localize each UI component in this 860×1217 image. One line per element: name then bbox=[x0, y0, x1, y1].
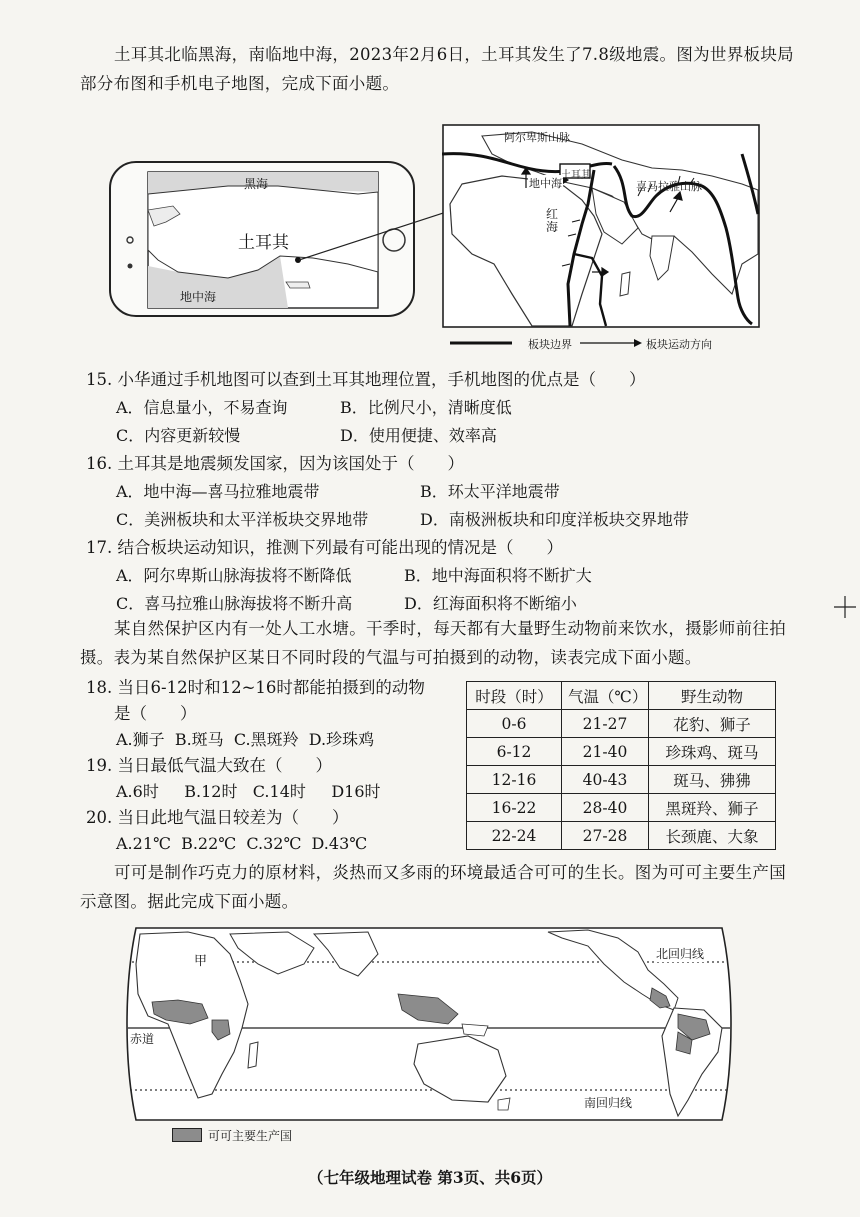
table-row bbox=[467, 710, 776, 738]
table-cell: 16-22 bbox=[467, 794, 562, 822]
legend-swatch bbox=[172, 1128, 202, 1142]
question-number: 19. bbox=[86, 756, 113, 775]
intro-paragraph-1: 土耳其北临黑海，南临地中海，2023年2月6日，土耳其发生了7.8级地震。图为世界板块局部分布图和手机电子地图，完成下面小题。 bbox=[80, 45, 794, 93]
q16-option-d: D．南极洲板块和印度洋板块交界地带 bbox=[420, 510, 689, 529]
legend-plate-direction: 板块运动方向 bbox=[646, 338, 712, 351]
question-number: 20. bbox=[86, 808, 113, 827]
label-himalaya: 喜马拉雅山脉 bbox=[636, 180, 702, 193]
label-tropic-of-cancer: 北回归线 bbox=[656, 947, 705, 961]
q18-option-b: B.斑马 bbox=[174, 730, 224, 749]
label-mediterranean-plate: 地中海 bbox=[529, 177, 562, 190]
label-alps: 阿尔卑斯山脉 bbox=[504, 131, 570, 144]
table-cell: 0-6 bbox=[467, 710, 562, 738]
intro-paragraph-2: 某自然保护区内有一处人工水塘。干季时，每天都有大量野生动物前来饮水，摄影师前往拍摄。表为某自然保护区某日不同时段的气温与可拍摄到的动物，读表完成下面小题。 bbox=[80, 619, 786, 667]
question-stem: 当日此地气温日较差为（ ） bbox=[117, 808, 349, 827]
legend-cocoa-producers: 可可主要生产国 bbox=[208, 1129, 293, 1143]
q17-option-a: A．阿尔卑斯山脉海拔将不断降低 bbox=[116, 566, 352, 585]
table-header-row bbox=[467, 682, 776, 710]
question-stem: 当日最低气温大致在（ ） bbox=[117, 756, 332, 775]
q18-options bbox=[116, 726, 374, 754]
table-row bbox=[467, 794, 776, 822]
label-black-sea: 黑海 bbox=[244, 177, 269, 191]
question-stem: 土耳其是地震频发国家，因为该国处于（ ） bbox=[117, 454, 464, 473]
table-row bbox=[467, 738, 776, 766]
question-number: 16. bbox=[86, 454, 113, 473]
q15-option-a: A．信息量小，不易查询 bbox=[116, 398, 288, 417]
table-header-cell: 野生动物 bbox=[649, 682, 776, 710]
intro-paragraph-3: 可可是制作巧克力的原材料，炎热而又多雨的环境最适合可可的生长。图为可可主要生产国示意图。据此完成下面小题。 bbox=[80, 863, 786, 911]
q17-option-d: D．红海面积将不断缩小 bbox=[404, 594, 577, 613]
q20-options bbox=[116, 830, 367, 858]
table-cell: 花豹、狮子 bbox=[649, 710, 776, 738]
question-17 bbox=[86, 534, 563, 562]
table-cell: 21-27 bbox=[562, 710, 649, 738]
label-turkey-plate: 土耳其 bbox=[561, 170, 591, 181]
q19-options bbox=[116, 778, 381, 806]
q19-option-d: D16时 bbox=[331, 782, 381, 801]
q20-option-a: A.21℃ bbox=[116, 834, 171, 853]
label-tropic-of-capricorn: 南回归线 bbox=[584, 1096, 633, 1110]
q19-option-a: A.6时 bbox=[116, 782, 159, 801]
plate-boundary-map bbox=[442, 124, 760, 328]
table-cell: 6-12 bbox=[467, 738, 562, 766]
question-20 bbox=[86, 804, 349, 832]
q20-option-d: D.43℃ bbox=[311, 834, 368, 853]
question-number: 15. bbox=[86, 370, 113, 389]
table-cell: 珍珠鸡、斑马 bbox=[649, 738, 776, 766]
question-number: 17. bbox=[86, 538, 113, 557]
q15-option-d: D．使用便捷、效率高 bbox=[340, 426, 497, 445]
table-cell: 黑斑羚、狮子 bbox=[649, 794, 776, 822]
registration-cross-mark bbox=[834, 596, 856, 618]
question-19 bbox=[86, 752, 332, 780]
temperature-animal-table bbox=[466, 681, 776, 850]
q15-option-b: B．比例尺小，清晰度低 bbox=[340, 398, 512, 417]
table-cell: 40-43 bbox=[562, 766, 649, 794]
table-cell: 21-40 bbox=[562, 738, 649, 766]
label-jia: 甲 bbox=[194, 954, 208, 969]
question-16 bbox=[86, 450, 464, 478]
q18-option-a: A.狮子 bbox=[116, 730, 165, 749]
table-cell: 28-40 bbox=[562, 794, 649, 822]
label-red-sea: 红海 bbox=[546, 207, 559, 234]
question-stem: 结合板块运动知识，推测下列最有可能出现的情况是（ ） bbox=[117, 538, 563, 557]
cocoa-world-map bbox=[118, 924, 740, 1122]
table-cell: 27-28 bbox=[562, 822, 649, 850]
q17-option-b: B．地中海面积将不断扩大 bbox=[404, 566, 592, 585]
q20-option-b: B.22℃ bbox=[181, 834, 237, 853]
table-cell: 斑马、狒狒 bbox=[649, 766, 776, 794]
q18-option-d: D.珍珠鸡 bbox=[308, 730, 375, 749]
table-cell: 长颈鹿、大象 bbox=[649, 822, 776, 850]
table-header-cell: 时段（时） bbox=[467, 682, 562, 710]
page-footer: （七年级地理试卷 第3页、共6页） bbox=[308, 1168, 552, 1187]
label-mediterranean: 地中海 bbox=[180, 290, 217, 304]
label-equator: 赤道 bbox=[130, 1032, 155, 1046]
q16-option-a: A．地中海—喜马拉雅地震带 bbox=[116, 482, 320, 501]
q19-option-b: B.12时 bbox=[184, 782, 238, 801]
legend-plate-boundary: 板块边界 bbox=[528, 338, 572, 351]
question-stem: 当日6-12时和12~16时都能拍摄到的动物 bbox=[117, 678, 425, 697]
q18-option-c: C.黑斑羚 bbox=[233, 730, 299, 749]
q15-option-c: C．内容更新较慢 bbox=[116, 426, 241, 445]
table-row bbox=[467, 766, 776, 794]
question-stem: 小华通过手机地图可以查到土耳其地理位置，手机地图的优点是（ ） bbox=[117, 370, 646, 389]
q20-option-c: C.32℃ bbox=[246, 834, 302, 853]
question-15 bbox=[86, 366, 646, 394]
q17-option-c: C．喜马拉雅山脉海拔将不断升高 bbox=[116, 594, 353, 613]
question-18-stem-cont: 是（ ） bbox=[114, 704, 197, 723]
question-number: 18. bbox=[86, 678, 113, 697]
q19-option-c: C.14时 bbox=[252, 782, 306, 801]
table-cell: 12-16 bbox=[467, 766, 562, 794]
q16-option-b: B．环太平洋地震带 bbox=[420, 482, 560, 501]
table-header-cell: 气温（℃） bbox=[562, 682, 649, 710]
question-18 bbox=[86, 674, 425, 702]
q16-option-c: C．美洲板块和太平洋板块交界地带 bbox=[116, 510, 369, 529]
table-cell: 22-24 bbox=[467, 822, 562, 850]
label-turkey: 土耳其 bbox=[238, 233, 289, 253]
table-row bbox=[467, 822, 776, 850]
